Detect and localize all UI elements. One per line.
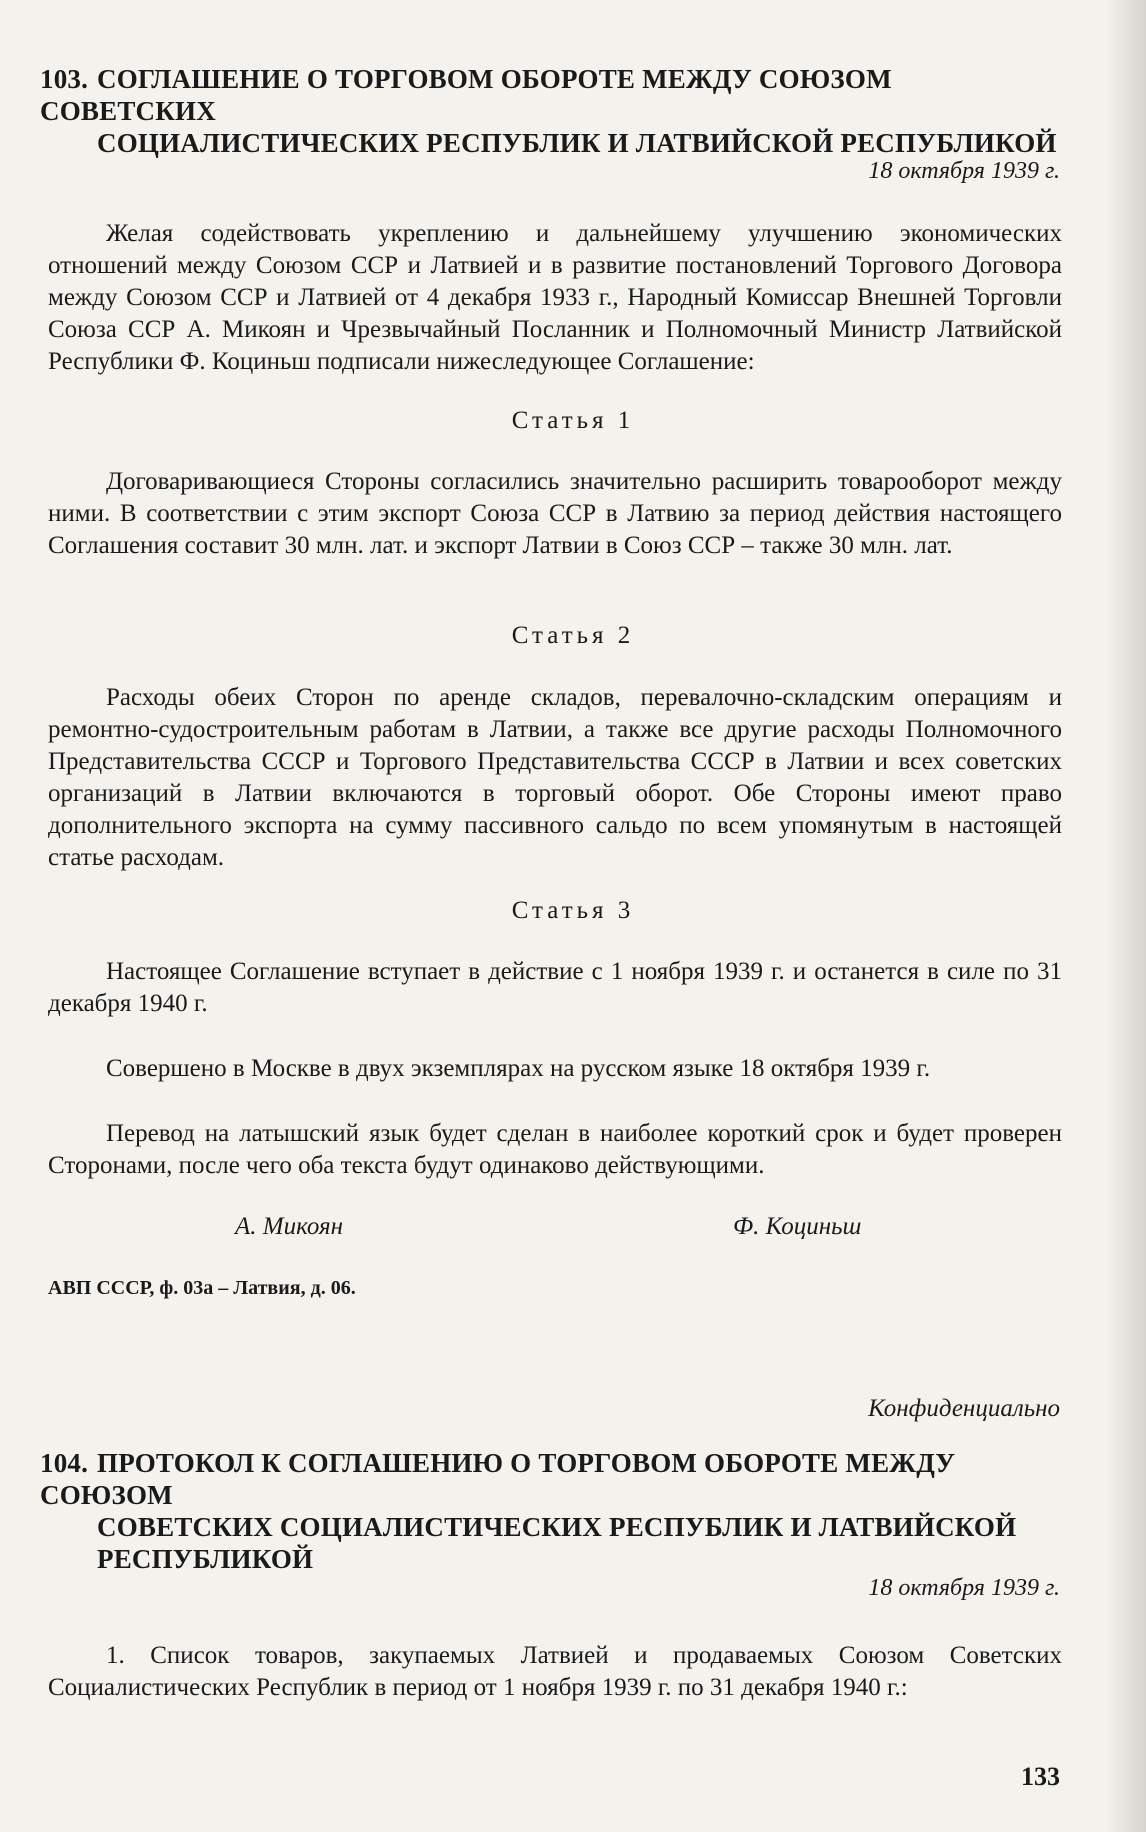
doc-103-title [40, 63, 1060, 159]
doc-103-title-line-1: СОГЛАШЕНИЕ О ТОРГОВОМ ОБОРОТЕ МЕЖДУ СОЮЗОМ СОВЕТСКИХ [40, 64, 892, 126]
article-2-text: Расходы обеих Сторон по аренде складов, перевалочно-складским операциям и ремонтно-судостроительным работам в Латвии, а также все другие расходы Полномочного Представительства СССР и Торгового Представительства СССР в Латвии и всех советских организаций в Латвии включаются в торговый оборот. Обе Стороны имеют право дополнительного экспорта на сумму пассивного сальдо по всем упомянутым в настоящей статье расходам. [48, 684, 1062, 871]
doc-104-date: 18 октября 1939 г. [868, 1575, 1060, 1601]
done-in-moscow-text: Совершено в Москве в двух экземплярах на русском языке 18 октября 1939 г. [106, 1055, 931, 1082]
doc-103-number: 103. [40, 64, 89, 94]
article-3-heading: Статья 3 [511, 897, 635, 924]
protocol-item-1: 1. Список товаров, закупаемых Латвией и продаваемых Союзом Советских Социалистических Республик в период от 1 ноября 1939 г. по 31 декабря 1940 г.: [48, 1642, 1062, 1701]
signature-mikoyan: А. Микоян [235, 1213, 344, 1240]
doc-104-number: 104. [40, 1448, 89, 1478]
doc-104-title [40, 1447, 1060, 1575]
page-number: 133 [1021, 1762, 1060, 1791]
archive-reference: АВП СССР, ф. 03а – Латвия, д. 06. [48, 1277, 356, 1299]
translation-text: Перевод на латышский язык будет сделан в наиболее короткий срок и будет проверен Сторонами, после чего оба текста будут одинаково действующими. [48, 1120, 1062, 1179]
article-1-text: Договаривающиеся Стороны согласились значительно расширить товарооборот между ними. В соответствии с этим экспорт Союза ССР в Латвию за период действия настоящего Соглашения составит 30 млн. лат. и экспорт Латвии в Союз ССР – также 30 млн. лат. [48, 468, 1062, 559]
doc-103-title-line-2: СОЦИАЛИСТИЧЕСКИХ РЕСПУБЛИК И ЛАТВИЙСКОЙ РЕСПУБЛИКОЙ [97, 128, 1057, 158]
doc-104-title-line-3: РЕСПУБЛИКОЙ [97, 1544, 314, 1574]
doc-103-preamble: Желая содействовать укреплению и дальнейшему улучшению экономических отношений между Союзом ССР и Латвией и в развитие постановлений Торгового Договора между Союзом ССР и Латвией от 4 декабря 1933 г., Народный Комиссар Внешней Торговли Союза ССР А. Микоян и Чрезвычайный Посланник и Полномочный Министр Латвийской Республики Ф. Коциньш подписали нижеследующее Соглашение: [48, 220, 1062, 375]
doc-103-date: 18 октября 1939 г. [868, 158, 1060, 184]
doc-104-title-line-2: СОВЕТСКИХ СОЦИАЛИСТИЧЕСКИХ РЕСПУБЛИК И ЛАТВИЙСКОЙ [97, 1512, 1017, 1542]
confidential-mark: Конфиденциально [868, 1395, 1060, 1422]
article-1-heading: Статья 1 [511, 407, 635, 434]
article-3-text: Настоящее Соглашение вступает в действие с 1 ноября 1939 г. и останется в силе по 31 декабря 1940 г. [48, 958, 1062, 1017]
article-2-heading: Статья 2 [511, 622, 635, 649]
doc-104-title-line-1: ПРОТОКОЛ К СОГЛАШЕНИЮ О ТОРГОВОМ ОБОРОТЕ МЕЖДУ СОЮЗОМ [40, 1448, 956, 1510]
signature-kocinsh: Ф. Коциньш [733, 1213, 862, 1240]
